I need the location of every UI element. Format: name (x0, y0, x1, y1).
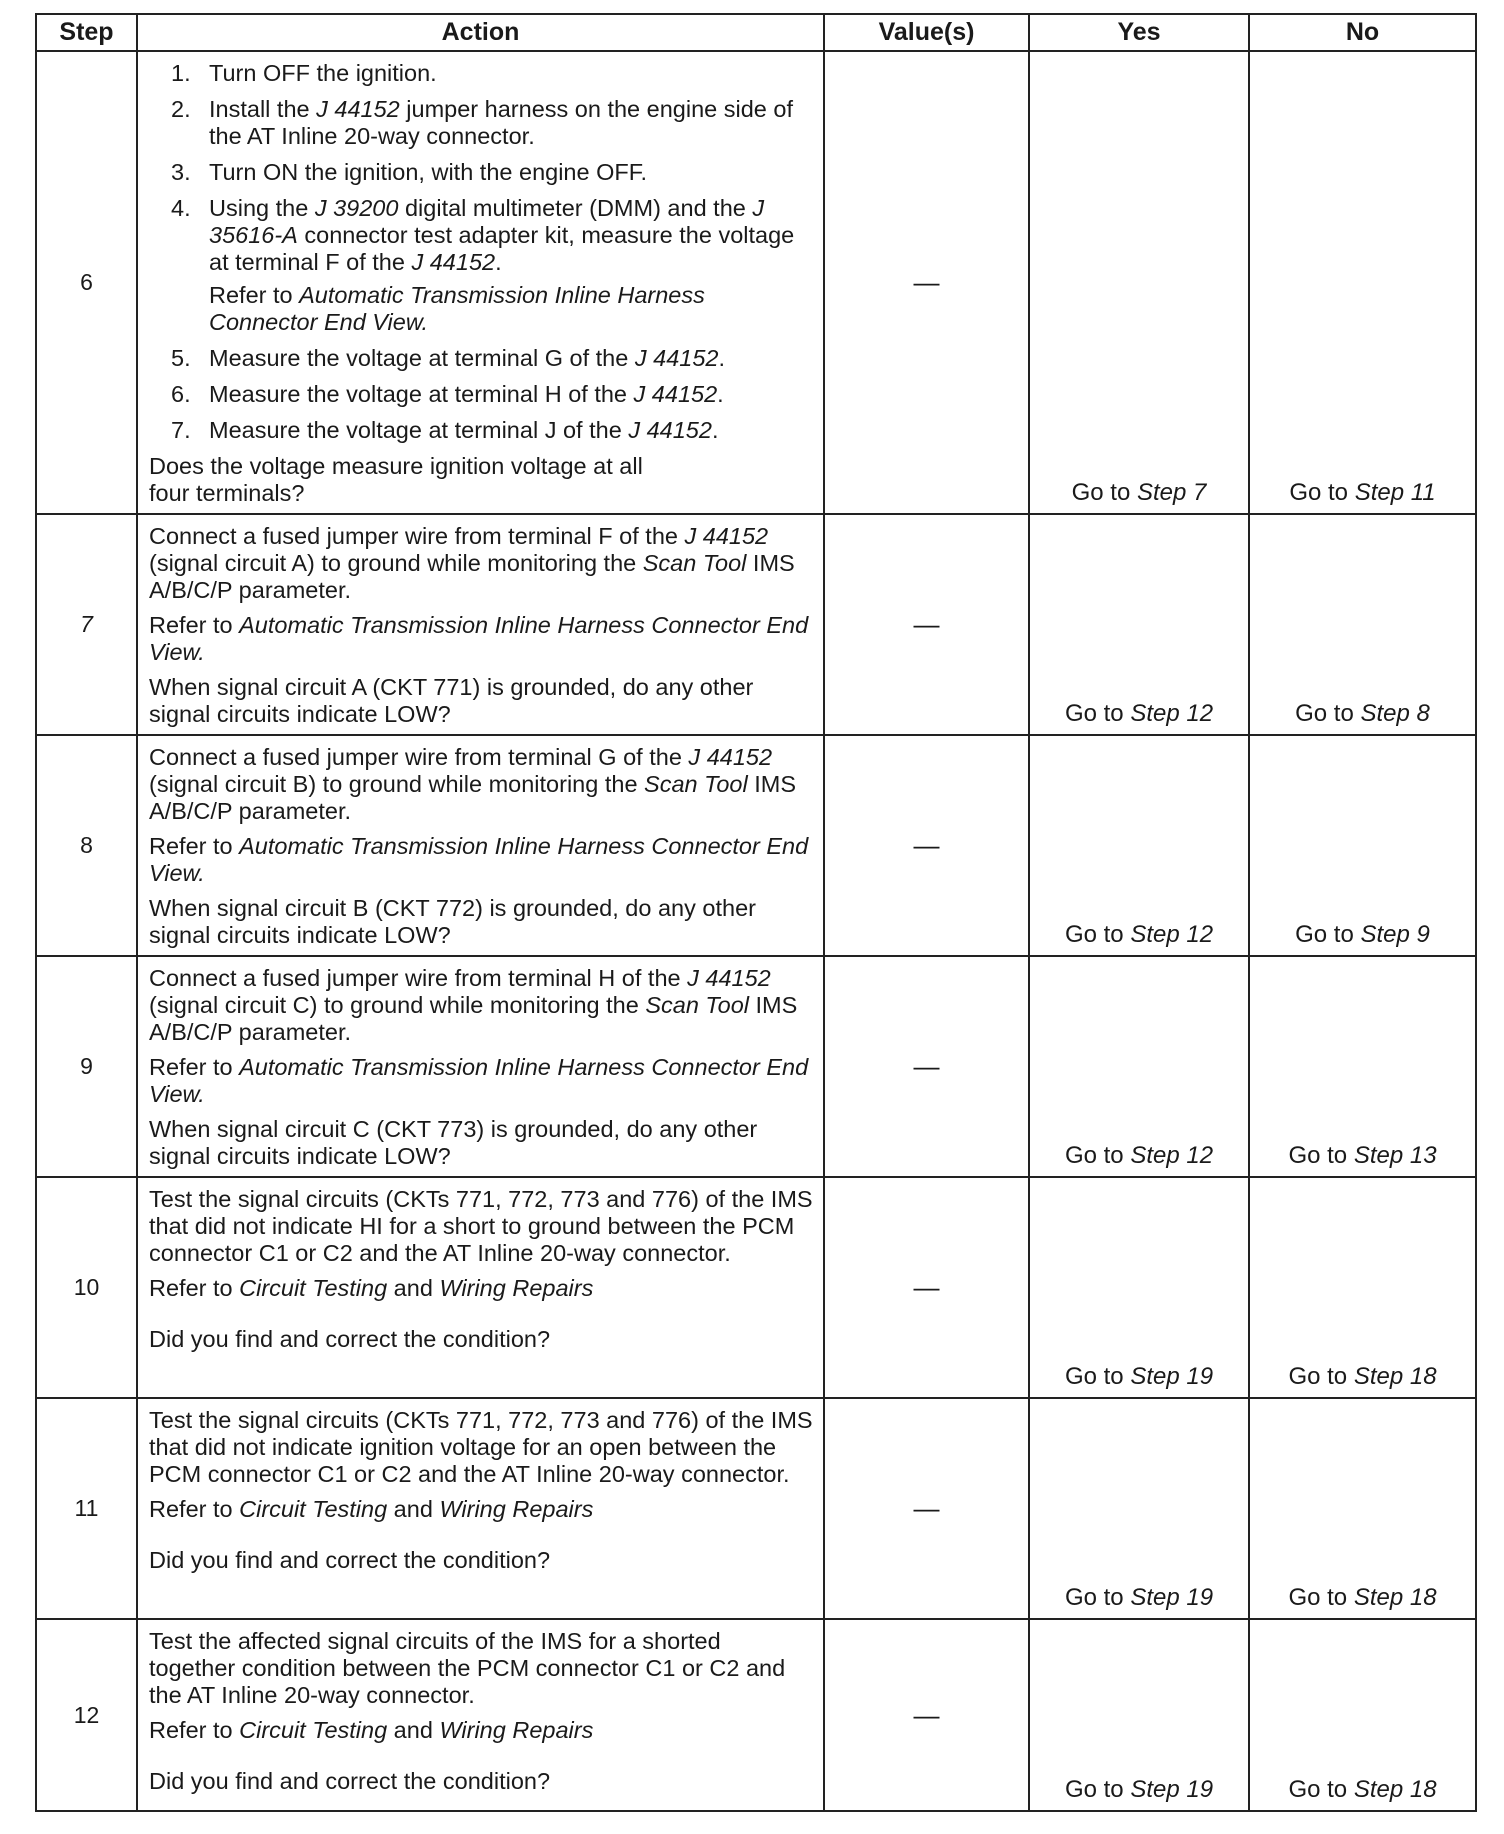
goto-step-link[interactable]: Step 11 (1354, 479, 1436, 506)
goto-step-link[interactable]: Step 19 (1130, 1363, 1214, 1390)
action-cell (137, 956, 824, 1177)
no-cell: Go to Step 13 (1249, 956, 1476, 1177)
header-row (36, 14, 1476, 51)
goto-step-link[interactable]: Step 19 (1130, 1776, 1214, 1803)
table-row (36, 1619, 1476, 1811)
header-no: No (1249, 14, 1476, 51)
header-yes: Yes (1029, 14, 1249, 51)
action-cell (137, 1619, 824, 1811)
value-cell: — (824, 956, 1029, 1177)
substep: 1. Turn OFF the ignition. (171, 60, 437, 86)
substep: 2. Install the J 44152 jumper harness on the engine side of the AT Inline 20-way connector. (171, 96, 793, 149)
no-cell: Go to Step 11 (1249, 51, 1476, 514)
reference-note: Refer to Automatic Transmission Inline Harness Connector End View. (209, 282, 705, 335)
reference-note: Refer to Automatic Transmission Inline Harness Connector End View. (149, 833, 809, 886)
goto-step-link[interactable]: Step 18 (1353, 1584, 1437, 1611)
instruction: Test the affected signal circuits of the IMS for a shorted together condition between the PCM connector C1 or C2 and the AT Inline 20-way connector. (149, 1628, 786, 1708)
header-action: Action (137, 14, 824, 51)
header-step: Step (36, 14, 137, 51)
header-values: Value(s) (824, 14, 1029, 51)
yes-cell: Go to Step 19 (1029, 1398, 1249, 1619)
goto-step-link[interactable]: Step 8 (1360, 700, 1430, 727)
no-cell: Go to Step 18 (1249, 1177, 1476, 1398)
no-cell: Go to Step 8 (1249, 514, 1476, 735)
table-row (36, 1177, 1476, 1398)
instruction: Test the signal circuits (CKTs 771, 772, 773 and 776) of the IMS that did not indicate ignition voltage for an open between the PCM connector C1 or C2 and the AT Inline 20-way connector. (149, 1407, 813, 1487)
value-cell: — (824, 1619, 1029, 1811)
action-cell (137, 735, 824, 956)
table-row (36, 51, 1476, 514)
substep: 7. Measure the voltage at terminal J of the J 44152. (171, 417, 719, 443)
yes-cell: Go to Step 7 (1029, 51, 1249, 514)
step-number: 6 (36, 51, 137, 514)
yes-cell: Go to Step 19 (1029, 1177, 1249, 1398)
table-row (36, 735, 1476, 956)
yes-cell: Go to Step 12 (1029, 735, 1249, 956)
goto-step-link[interactable]: Step 12 (1130, 700, 1214, 727)
reference-note: Refer to Automatic Transmission Inline Harness Connector End View. (149, 612, 809, 665)
reference-note: Refer to Circuit Testing and Wiring Repairs (149, 1496, 594, 1522)
goto-step-link[interactable]: Step 9 (1360, 921, 1430, 948)
reference-note: Refer to Automatic Transmission Inline Harness Connector End View. (149, 1054, 809, 1107)
question: Does the voltage measure ignition voltage at all four terminals? (149, 453, 643, 506)
step-number: 12 (36, 1619, 137, 1811)
instruction: Connect a fused jumper wire from terminal H of the J 44152 (signal circuit C) to ground while monitoring the Scan Tool IMS A/B/C/P parameter. (149, 965, 798, 1045)
substep: 4. Using the J 39200 digital multimeter (DMM) and the J 35616-A connector test adapter kit, measure the voltage at terminal F of the J 44152. Refer to Automatic Transmission Inline Harness Connector End View. (149, 195, 813, 336)
table-row (36, 956, 1476, 1177)
goto-step-link[interactable]: Step 13 (1353, 1142, 1437, 1169)
goto-step-link[interactable]: Step 18 (1353, 1363, 1437, 1390)
action-cell (137, 514, 824, 735)
question: Did you find and correct the condition? (149, 1547, 551, 1573)
action-cell (137, 1398, 824, 1619)
goto-step-link[interactable]: Step 12 (1130, 1142, 1214, 1169)
question: When signal circuit B (CKT 772) is grounded, do any other signal circuits indicate LOW? (149, 895, 756, 948)
yes-cell: Go to Step 12 (1029, 956, 1249, 1177)
goto-step-link[interactable]: Step 19 (1130, 1584, 1214, 1611)
no-cell: Go to Step 18 (1249, 1398, 1476, 1619)
step-number: 8 (36, 735, 137, 956)
no-cell: Go to Step 9 (1249, 735, 1476, 956)
substep: 6. Measure the voltage at terminal H of the J 44152. (171, 381, 724, 407)
goto-step-link[interactable]: Step 12 (1130, 921, 1214, 948)
reference-note: Refer to Circuit Testing and Wiring Repairs (149, 1717, 594, 1743)
step-number: 11 (36, 1398, 137, 1619)
diagnostic-table (35, 13, 1477, 1812)
question: When signal circuit C (CKT 773) is grounded, do any other signal circuits indicate LOW? (149, 1116, 758, 1169)
step-number: 10 (36, 1177, 137, 1398)
instruction: Connect a fused jumper wire from terminal F of the J 44152 (signal circuit A) to ground while monitoring the Scan Tool IMS A/B/C/P parameter. (149, 523, 795, 603)
goto-step-link[interactable]: Step 7 (1136, 479, 1207, 506)
question: When signal circuit A (CKT 771) is grounded, do any other signal circuits indicate LOW? (149, 674, 754, 727)
step-number: 7 (36, 514, 137, 735)
value-cell: — (824, 1177, 1029, 1398)
yes-cell: Go to Step 12 (1029, 514, 1249, 735)
value-cell: — (824, 735, 1029, 956)
no-cell: Go to Step 18 (1249, 1619, 1476, 1811)
substep: 3. Turn ON the ignition, with the engine OFF. (171, 159, 648, 185)
value-cell: — (824, 514, 1029, 735)
question: Did you find and correct the condition? (149, 1768, 551, 1794)
value-cell: — (824, 51, 1029, 514)
instruction: Connect a fused jumper wire from terminal G of the J 44152 (signal circuit B) to ground while monitoring the Scan Tool IMS A/B/C/P parameter. (149, 744, 797, 824)
instruction: Test the signal circuits (CKTs 771, 772, 773 and 776) of the IMS that did not indicate HI for a short to ground between the PCM connector C1 or C2 and the AT Inline 20-way connector. (149, 1186, 813, 1266)
yes-cell: Go to Step 19 (1029, 1619, 1249, 1811)
action-cell (137, 1177, 824, 1398)
value-cell: — (824, 1398, 1029, 1619)
question: Did you find and correct the condition? (149, 1326, 551, 1352)
substep-list (149, 60, 813, 444)
table-row (36, 514, 1476, 735)
step-number: 9 (36, 956, 137, 1177)
reference-note: Refer to Circuit Testing and Wiring Repairs (149, 1275, 594, 1301)
substep: 5. Measure the voltage at terminal G of the J 44152. (171, 345, 726, 371)
table-row (36, 1398, 1476, 1619)
goto-step-link[interactable]: Step 18 (1353, 1776, 1437, 1803)
action-cell (137, 51, 824, 514)
